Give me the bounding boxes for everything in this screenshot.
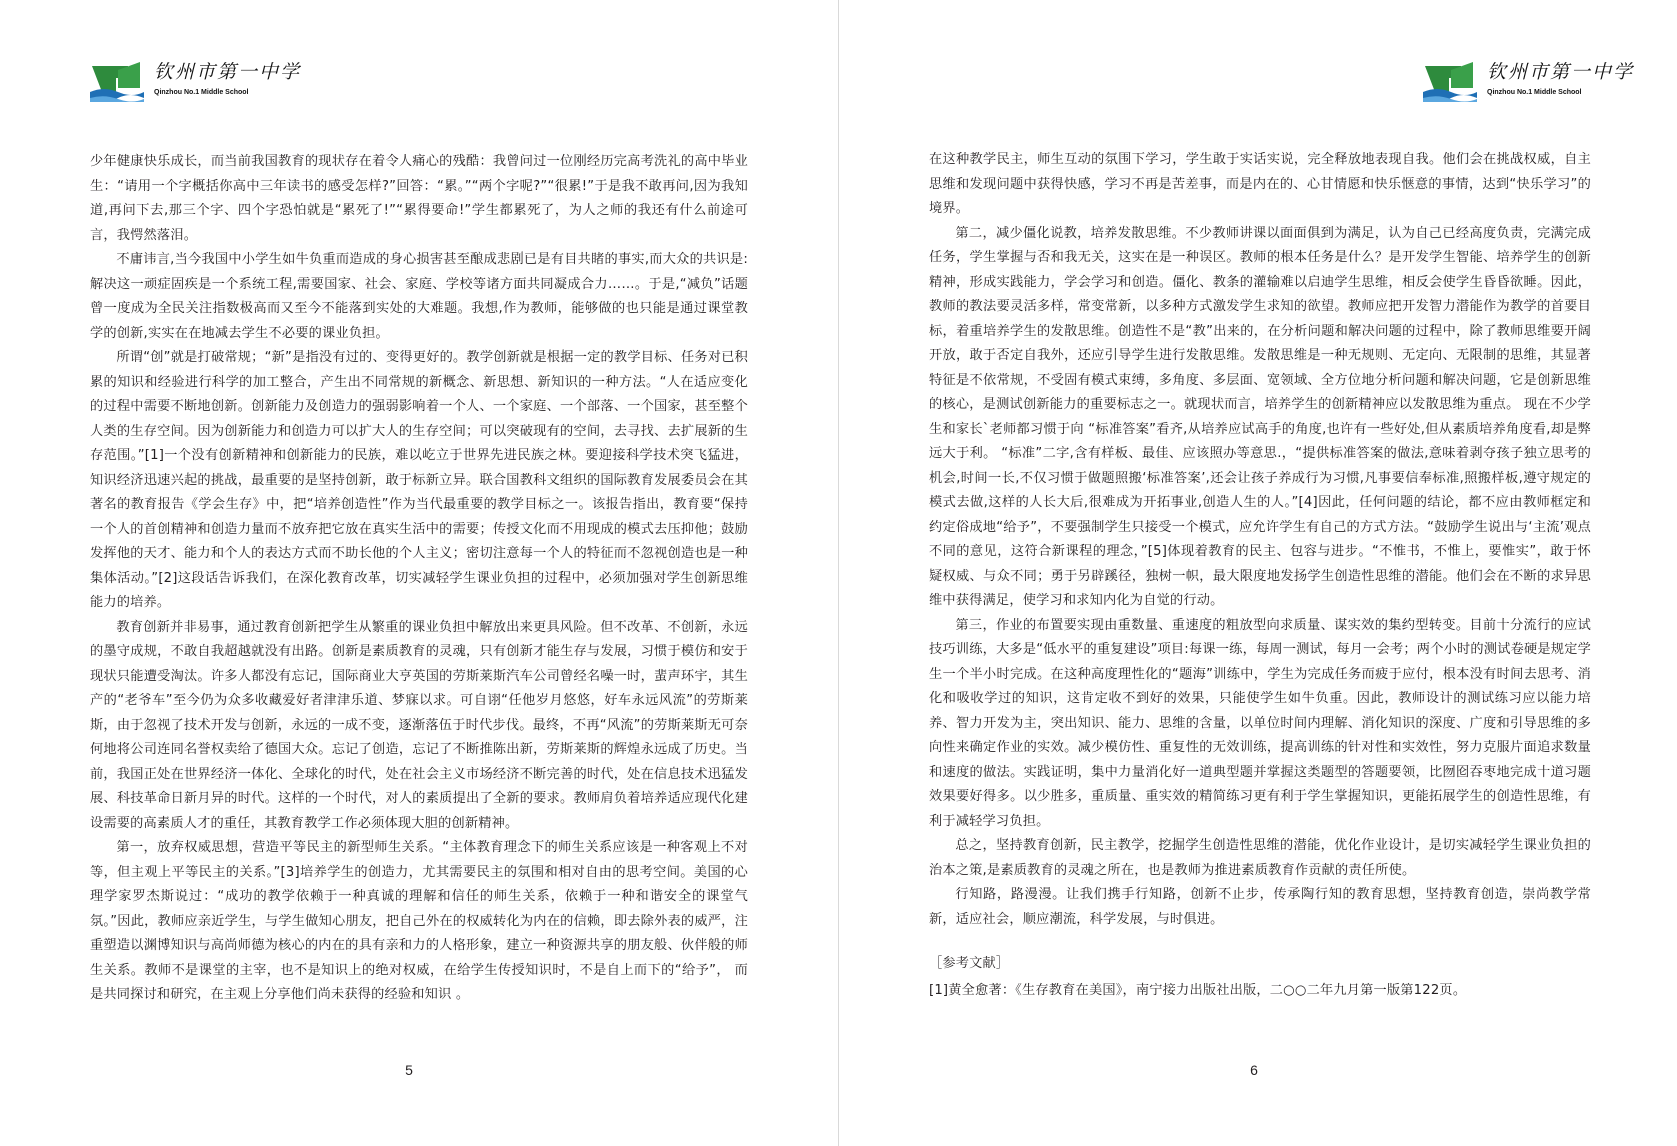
right-page: [839, 0, 1677, 1146]
paragraph: 所谓“创”就是打破常规；“新”是指没有过的、变得更好的。教学创新就是根据一定的教学目标、任务对已积累的知识和经验进行科学的加工整合，产生出不同常规的新概念、新思想、新知识的一种方法。“人在适应变化的过程中需要不断地创新。创新能力及创造力的强弱影响着一个人、一个家庭、一个部落、一个国家，甚至整个人类的生存空间。因为创新能力和创造力可以扩大人的生存空间；可以突破现有的空间，去寻找、去扩展新的生存范围。”[1]一个没有创新精神和创新能力的民族，难以屹立于世界先进民族之林。要迎接科学技术突飞猛进，知识经济迅速兴起的挑战，最重要的是坚持创新，敢于标新立异。联合国教科文组织的国际教育发展委员会在其著名的教育报告《学会生存》中，把“培养创造性”作为当代最重要的教学目标之一。该报告指出，教育要“保持一个人的首创精神和创造力量而不放弃把它放在真实生活中的需要；传授文化而不用现成的模式去压抑他；鼓励发挥他的天才、能力和个人的表达方式而不助长他的个人主义；密切注意每一个人的特征而不忽视创造也是一种集体活动。”[2]这段话告诉我们，在深化教育改革，切实减轻学生课业负担的过程中，必须加强对学生创新思维能力的培养。: [90, 350, 748, 610]
left-body-text: [90, 150, 748, 1008]
school-logo: [1421, 58, 1635, 108]
left-page: [0, 0, 838, 1146]
school-name-cn: 钦州市第一中学: [1487, 61, 1635, 83]
references-title: ［参考文献］: [929, 956, 1010, 971]
paragraph: 行知路，路漫漫。让我们携手行知路，创新不止步，传承陶行知的教育思想，坚持教育创造，崇尚教学常新，适应社会，顺应潮流，科学发展，与时俱进。: [929, 887, 1591, 927]
page-number: 5: [405, 1062, 413, 1078]
school-name-en: Qinzhou No.1 Middle School: [154, 89, 249, 96]
school-emblem-icon: [88, 58, 146, 104]
school-emblem-icon: [1421, 58, 1479, 104]
paragraph: 第二，减少僵化说教，培养发散思维。不少教师讲课以面面俱到为满足，认为自己已经高度负责，完满完成任务，学生掌握与否和我无关，这实在是一种误区。教师的根本任务是什么？是开发学生智能、培养学生的创新精神，形成实践能力，学会学习和创造。僵化、教条的灌输难以启迪学生思维，相反会使学生昏昏欲睡。因此，教师的教法要灵活多样，常变常新，以多种方式激发学生求知的欲望。教师应把开发智力潜能作为教学的首要目标，着重培养学生的发散思维。创造性不是“教”出来的，在分析问题和解决问题的过程中，除了教师思维要开阔开放，敢于否定自我外，还应引导学生进行发散思维。发散思维是一种无规则、无定向、无限制的思维，其显著特征是不依常规，不受固有模式束缚，多角度、多层面、宽领域、全方位地分析问题和解决问题，它是创新思维的核心，是测试创新能力的重要标志之一。就现状而言，培养学生的创新精神应以发散思维为重点。 现在不少学生和家长`老师都习惯于向 “标准答案”看齐,从培养应试高手的角度,也许有一些好处,但从素质培养角度看,却是弊远大于利。 “标准”二字,含有样板、最佳、应该照办等意思.，“提供标准答案的做法,意味着剥夺孩子独立思考的机会,时间一长,不仅习惯于做题照搬‘标准答案’,还会让孩子养成行为习惯,凡事要信奉标准,照搬样板,遵守规定的模式去做,这样的人长大后,很难成为开拓事业,创造人生的人。”[4]因此，任何问题的结论，都不应由教师框定和约定俗成地“给予”，不要强制学生只接受一个模式，应允许学生有自己的方式方法。“鼓励学生说出与‘主流’观点不同的意见，这符合新课程的理念，”[5]体现着教育的民主、包容与进步。“不惟书，不惟上，要惟实”，敢于怀疑权威、与众不同；勇于另辟蹊径，独树一帜，最大限度地发扬学生创造性思维的潜能。他们会在不断的求异思维中获得满足，使学习和求知内化为自觉的行动。: [929, 225, 1591, 608]
reference-item: [1]黄全愈著：《生存教育在美国》，南宁接力出版社出版，二○○二年九月第一版第122页。: [929, 982, 1467, 998]
paragraph: 总之，坚持教育创新，民主教学，挖掘学生创造性思维的潜能，优化作业设计，是切实减轻学生课业负担的治本之策,是素质教育的灵魂之所在，也是教师为推进素质教育作贡献的责任所使。: [929, 838, 1591, 878]
references-section: [929, 952, 1591, 1003]
school-name-en: Qinzhou No.1 Middle School: [1487, 89, 1582, 96]
paragraph: 第一，放弃权威思想，营造平等民主的新型师生关系。“主体教育理念下的师生关系应该是一种客观上不对等，但主观上平等民主的关系。”[3]培养学生的创造力，尤其需要民主的氛围和相对自由的思考空间。美国的心理学家罗杰斯说过：“成功的教学依赖于一种真诚的理解和信任的师生关系，依赖于一种和谐安全的课堂气氛。”因此，教师应亲近学生，与学生做知心朋友，把自己外在的权威转化为内在的信赖，即去除外表的威严，注重塑造以渊博知识与高尚师德为核心的内在的具有亲和力的人格形象，建立一种资源共享的朋友般、伙伴般的师生关系。教师不是课堂的主宰，也不是知识上的绝对权威，在给学生传授知识时，不是自上而下的“给予”， 而是共同探讨和研究，在主观上分享他们尚未获得的经验和知识 。: [90, 840, 748, 1002]
school-name-cn: 钦州市第一中学: [154, 61, 302, 83]
paragraph: 教育创新并非易事，通过教育创新把学生从繁重的课业负担中解放出来更具风险。但不改革、不创新，永远的墨守成规，不敢自我超越就没有出路。创新是素质教育的灵魂，只有创新才能生存与发展，习惯于模仿和安于现状只能遭受淘汰。许多人都没有忘记，国际商业大亨英国的劳斯莱斯汽车公司曾经名噪一时，蜚声环宇，其生产的“老爷车”至今仍为众多收藏爱好者津津乐道、梦寐以求。可自诩“任他岁月悠悠，好车永远风流”的劳斯莱斯，由于忽视了技术开发与创新，永远的一成不变，逐渐落伍于时代步伐。最终，不再“风流”的劳斯莱斯无可奈何地将公司连同名誉权卖给了德国大众。忘记了创造，忘记了不断推陈出新，劳斯莱斯的辉煌永远成了历史。当前，我国正处在世界经济一体化、全球化的时代，处在社会主义市场经济不断完善的时代，处在信息技术迅猛发展、科技革命日新月异的时代。这样的一个时代，对人的素质提出了全新的要求。教师肩负着培养适应现代化建设需要的高素质人才的重任，其教育教学工作必须体现大胆的创新精神。: [90, 619, 748, 831]
paragraph: 不庸讳言,当今我国中小学生如牛负重而造成的身心损害甚至酿成悲剧已是有目共睹的事实,而大众的共识是:解决这一顽症固疾是一个系统工程,需要国家、社会、家庭、学校等诸方面共同凝成合力……。于是,“减负”话题曾一度成为全民关注指数极高而又至今不能落到实处的大难题。我想,作为教师，能够做的也只能是通过课堂教学的创新,实实在在地减去学生不必要的课业负担。: [90, 252, 748, 341]
page-number: 6: [1250, 1062, 1258, 1078]
right-body-text: [929, 148, 1591, 1003]
paragraph: 第三，作业的布置要实现由重数量、重速度的粗放型向求质量、谋实效的集约型转变。目前十分流行的应试技巧训练，大多是“低水平的重复建设”项目:每课一练，每周一测试，每月一会考；两个小时的测试卷硬是规定学生一个半小时完成。在这种高度理性化的“题海”训练中，学生为完成任务而疲于应付，根本没有时间去思考、消化和吸收学过的知识，这肯定收不到好的效果，只能使学生如牛负重。因此，教师设计的测试练习应以能力培养、智力开发为主，突出知识、能力、思维的含量，以单位时间内理解、消化知识的深度、广度和引导思维的多向性来确定作业的实效。减少模仿性、重复性的无效训练，提高训练的针对性和实效性，努力克服片面追求数量和速度的做法。实践证明，集中力量消化好一道典型题并掌握这类题型的答题要领，比囫囵吞枣地完成十道习题效果要好得多。以少胜多，重质量、重实效的精简练习更有利于学生掌握知识，更能拓展学生的创造性思维，有利于减轻学习负担。: [929, 617, 1591, 829]
school-logo: [88, 58, 302, 108]
paragraph: 在这种教学民主，师生互动的氛围下学习，学生敢于实话实说，完全释放地表现自我。他们会在挑战权威，自主思维和发现问题中获得快感，学习不再是苦差事，而是内在的、心甘情愿和快乐惬意的事情，达到“快乐学习”的境界。: [929, 152, 1591, 216]
paragraph: 少年健康快乐成长，而当前我国教育的现状存在着令人痛心的残酷：我曾问过一位刚经历完高考洗礼的高中毕业生：“请用一个字概括你高中三年读书的感受怎样?”回答：“累。”“两个字呢?”“很累!”于是我不敢再问,因为我知道,再问下去,那三个字、四个字恐怕就是“累死了!”“累得要命!”学生都累死了，为人之师的我还有什么前途可言，我愕然落泪。: [90, 154, 748, 243]
